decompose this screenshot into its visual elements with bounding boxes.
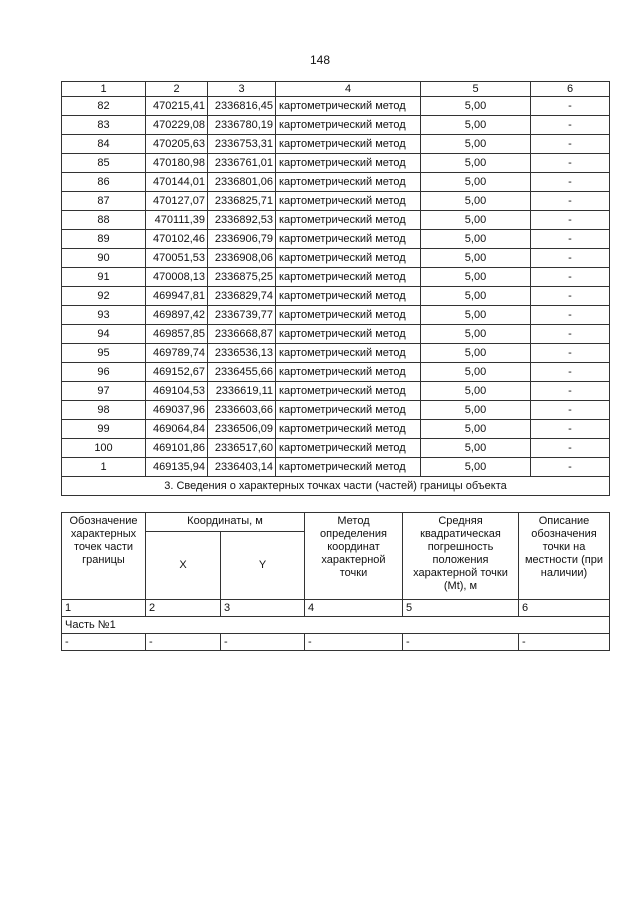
- table-row: [62, 420, 610, 439]
- point-number: 89: [62, 230, 146, 249]
- point-number: 82: [62, 97, 146, 116]
- empty-data-row: - - - - - -: [62, 634, 610, 651]
- x-coordinate: 470051,53: [146, 249, 208, 268]
- method: картометрический метод: [276, 268, 421, 287]
- x-coordinate: 470111,39: [146, 211, 208, 230]
- point-number: 95: [62, 344, 146, 363]
- page-number: 148: [309, 53, 331, 67]
- description: -: [531, 211, 610, 230]
- y-coordinate: 2336906,79: [208, 230, 276, 249]
- error: 5,00: [421, 173, 531, 192]
- method: картометрический метод: [276, 211, 421, 230]
- method: картометрический метод: [276, 192, 421, 211]
- y-coordinate: 2336603,66: [208, 401, 276, 420]
- col-number-1: 1: [62, 82, 146, 97]
- description: -: [531, 173, 610, 192]
- method: картометрический метод: [276, 154, 421, 173]
- y-coordinate: 2336780,19: [208, 116, 276, 135]
- y-coordinate: 2336761,01: [208, 154, 276, 173]
- point-number: 88: [62, 211, 146, 230]
- method: картометрический метод: [276, 173, 421, 192]
- description: -: [531, 420, 610, 439]
- x-coordinate: 470180,98: [146, 154, 208, 173]
- y-coordinate: 2336829,74: [208, 287, 276, 306]
- col-header-error: Средняя квадратическая погрешность положения характерной точки (Mt), м: [403, 513, 519, 600]
- description: -: [531, 249, 610, 268]
- method: картометрический метод: [276, 287, 421, 306]
- method: картометрический метод: [276, 401, 421, 420]
- y-coordinate: 2336753,31: [208, 135, 276, 154]
- table-row: [62, 439, 610, 458]
- description: -: [531, 135, 610, 154]
- col-header-coordinates: Координаты, м: [146, 513, 305, 532]
- point-number: 92: [62, 287, 146, 306]
- error: 5,00: [421, 192, 531, 211]
- y-coordinate: 2336892,53: [208, 211, 276, 230]
- col-number-5: 5: [421, 82, 531, 97]
- error: 5,00: [421, 211, 531, 230]
- point-number: 1: [62, 458, 146, 477]
- table-row: [62, 211, 610, 230]
- error: 5,00: [421, 439, 531, 458]
- y-coordinate: 2336517,60: [208, 439, 276, 458]
- table-row: [62, 306, 610, 325]
- table-row: [62, 325, 610, 344]
- error: 5,00: [421, 325, 531, 344]
- method: картометрический метод: [276, 325, 421, 344]
- x-coordinate: 469064,84: [146, 420, 208, 439]
- y-coordinate: 2336506,09: [208, 420, 276, 439]
- column-number-row: 1 2 3 4 5 6: [62, 600, 610, 617]
- point-number: 99: [62, 420, 146, 439]
- part-row: [62, 617, 610, 634]
- part-label: Часть №1: [62, 617, 610, 634]
- method: картометрический метод: [276, 306, 421, 325]
- section-title: 3. Сведения о характерных точках части (частей) границы объекта: [62, 477, 610, 496]
- col-number-2: 2: [146, 82, 208, 97]
- error: 5,00: [421, 97, 531, 116]
- col-number-6: 6: [531, 82, 610, 97]
- y-coordinate: 2336816,45: [208, 97, 276, 116]
- error: 5,00: [421, 287, 531, 306]
- col-header-point-designation: Обозначение характерных точек части границы: [62, 513, 146, 600]
- table-row: [62, 192, 610, 211]
- description: -: [531, 268, 610, 287]
- table-row: [62, 135, 610, 154]
- table-row: [62, 401, 610, 420]
- y-coordinate: 2336801,06: [208, 173, 276, 192]
- point-number: 86: [62, 173, 146, 192]
- part-boundary-table: [61, 512, 610, 651]
- x-coordinate: 470102,46: [146, 230, 208, 249]
- method: картометрический метод: [276, 420, 421, 439]
- table-row: [62, 154, 610, 173]
- point-number: 90: [62, 249, 146, 268]
- x-coordinate: 470215,41: [146, 97, 208, 116]
- col-header-description: Описание обозначения точки на местности (при наличии): [519, 513, 610, 600]
- table-row: [62, 344, 610, 363]
- method: картометрический метод: [276, 249, 421, 268]
- point-number: 97: [62, 382, 146, 401]
- table-row: [62, 268, 610, 287]
- description: -: [531, 287, 610, 306]
- error: 5,00: [421, 420, 531, 439]
- y-coordinate: 2336875,25: [208, 268, 276, 287]
- x-coordinate: 470008,13: [146, 268, 208, 287]
- y-coordinate: 2336825,71: [208, 192, 276, 211]
- description: -: [531, 97, 610, 116]
- description: -: [531, 230, 610, 249]
- method: картометрический метод: [276, 382, 421, 401]
- y-coordinate: 2336668,87: [208, 325, 276, 344]
- table-row: [62, 458, 610, 477]
- description: -: [531, 382, 610, 401]
- column-number-header-row: [62, 82, 610, 97]
- error: 5,00: [421, 268, 531, 287]
- y-coordinate: 2336739,77: [208, 306, 276, 325]
- error: 5,00: [421, 230, 531, 249]
- description: -: [531, 439, 610, 458]
- method: картометрический метод: [276, 116, 421, 135]
- col-header-method: Метод определения координат характерной точки: [305, 513, 403, 600]
- error: 5,00: [421, 363, 531, 382]
- col-header-x: X: [146, 532, 221, 600]
- x-coordinate: 469897,42: [146, 306, 208, 325]
- table-row: [62, 249, 610, 268]
- x-coordinate: 469037,96: [146, 401, 208, 420]
- description: -: [531, 116, 610, 135]
- x-coordinate: 469101,86: [146, 439, 208, 458]
- description: -: [531, 325, 610, 344]
- method: картометрический метод: [276, 363, 421, 382]
- x-coordinate: 470127,07: [146, 192, 208, 211]
- method: картометрический метод: [276, 230, 421, 249]
- point-number: 83: [62, 116, 146, 135]
- error: 5,00: [421, 135, 531, 154]
- x-coordinate: 469135,94: [146, 458, 208, 477]
- col-number-4: 4: [276, 82, 421, 97]
- method: картометрический метод: [276, 439, 421, 458]
- section-title-row: [62, 477, 610, 496]
- method: картометрический метод: [276, 97, 421, 116]
- y-coordinate: 2336455,66: [208, 363, 276, 382]
- boundary-points-table: [61, 81, 610, 496]
- method: картометрический метод: [276, 344, 421, 363]
- error: 5,00: [421, 116, 531, 135]
- y-coordinate: 2336619,11: [208, 382, 276, 401]
- table-row: [62, 382, 610, 401]
- description: -: [531, 401, 610, 420]
- x-coordinate: 469152,67: [146, 363, 208, 382]
- description: -: [531, 363, 610, 382]
- point-number: 100: [62, 439, 146, 458]
- description: -: [531, 306, 610, 325]
- point-number: 87: [62, 192, 146, 211]
- point-number: 96: [62, 363, 146, 382]
- x-coordinate: 470205,63: [146, 135, 208, 154]
- x-coordinate: 470229,08: [146, 116, 208, 135]
- error: 5,00: [421, 249, 531, 268]
- method: картометрический метод: [276, 458, 421, 477]
- table-row: [62, 363, 610, 382]
- error: 5,00: [421, 306, 531, 325]
- point-number: 85: [62, 154, 146, 173]
- table-row: [62, 173, 610, 192]
- error: 5,00: [421, 344, 531, 363]
- description: -: [531, 458, 610, 477]
- point-number: 93: [62, 306, 146, 325]
- point-number: 98: [62, 401, 146, 420]
- x-coordinate: 470144,01: [146, 173, 208, 192]
- error: 5,00: [421, 382, 531, 401]
- method: картометрический метод: [276, 135, 421, 154]
- description: -: [531, 154, 610, 173]
- table-row: [62, 116, 610, 135]
- x-coordinate: 469857,85: [146, 325, 208, 344]
- description: -: [531, 192, 610, 211]
- error: 5,00: [421, 401, 531, 420]
- error: 5,00: [421, 458, 531, 477]
- table-row: [62, 97, 610, 116]
- point-number: 91: [62, 268, 146, 287]
- error: 5,00: [421, 154, 531, 173]
- y-coordinate: 2336908,06: [208, 249, 276, 268]
- col-number-3: 3: [208, 82, 276, 97]
- description: -: [531, 344, 610, 363]
- point-number: 84: [62, 135, 146, 154]
- point-number: 94: [62, 325, 146, 344]
- x-coordinate: 469104,53: [146, 382, 208, 401]
- x-coordinate: 469789,74: [146, 344, 208, 363]
- table-row: [62, 287, 610, 306]
- table-row: [62, 230, 610, 249]
- y-coordinate: 2336536,13: [208, 344, 276, 363]
- col-header-y: Y: [221, 532, 305, 600]
- y-coordinate: 2336403,14: [208, 458, 276, 477]
- x-coordinate: 469947,81: [146, 287, 208, 306]
